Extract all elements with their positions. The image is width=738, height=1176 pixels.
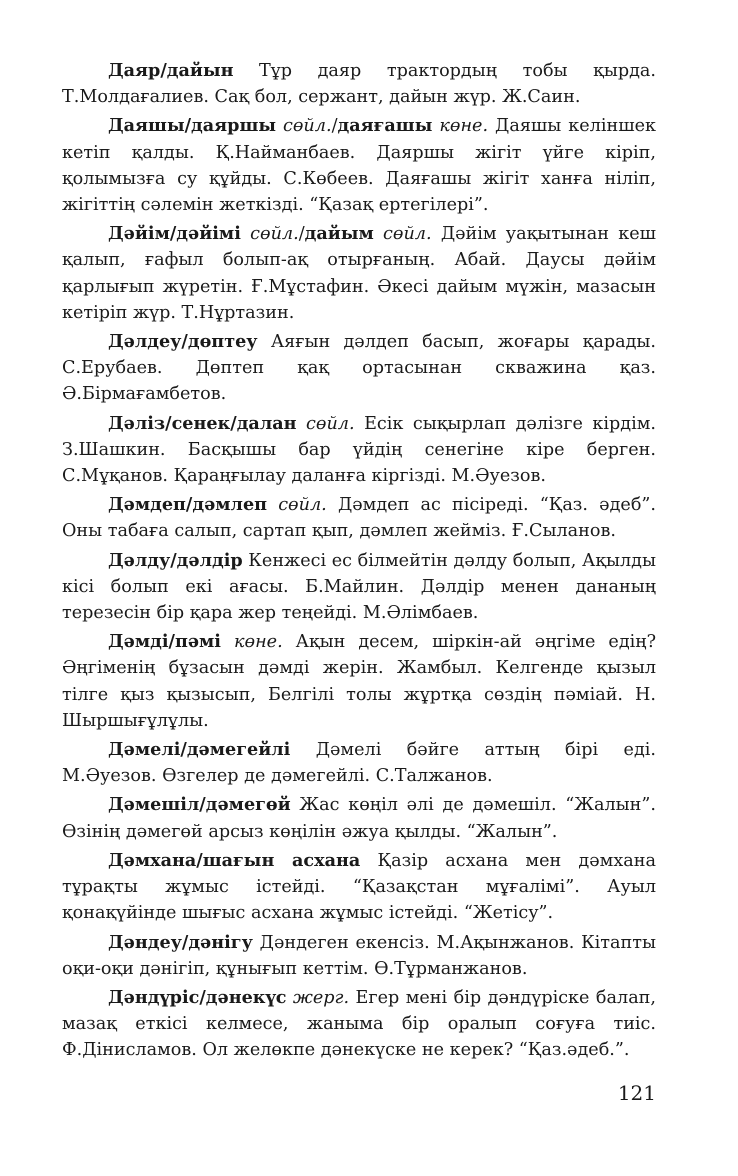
entry-text: Дәйім уақытынан кеш қалып, ғафыл болып-ақ отырғаның. Абай. Даусы дәйім қарлығып жүретін. Ғ.Мұстафин. Әкесі дайым мүжін, мазасын кетіріп жүр. Т.Нұртазин. bbox=[62, 224, 656, 323]
dictionary-entry bbox=[62, 848, 656, 927]
dictionary-entry bbox=[62, 221, 656, 326]
usage-label: сөйл. bbox=[240, 224, 299, 245]
dictionary-entry bbox=[62, 492, 656, 544]
entry-headword: Дәндүріс/дәнекүс bbox=[108, 986, 287, 1008]
entry-text: Тұр даяр трактордың тобы қырда. Т.Молдағалиев. Сақ бол, сержант, дайын жүр. Ж.Саин. bbox=[62, 61, 656, 108]
entry-text: Дәмдеп ас пісіреді. “Қаз. әдеб”. Оны табаға салып, сартап қып, дәмлеп жейміз. Ғ.Сыланов. bbox=[62, 495, 656, 542]
dictionary-page bbox=[62, 58, 656, 1067]
usage-label: сөйл. bbox=[296, 413, 355, 434]
dictionary-entry bbox=[62, 737, 656, 789]
entry-text: Дәмелі бәйге аттың бірі еді. М.Әуезов. Өзгелер де дәмегейлі. С.Талжанов. bbox=[62, 740, 656, 787]
entry-headword: дайым bbox=[304, 223, 374, 245]
entry-headword: Даяшы/даяршы bbox=[108, 115, 276, 137]
entry-headword: Дәмдеп/дәмлеп bbox=[108, 494, 268, 516]
entry-text: Аяғын дәлдеп басып, жоғары қарады. С.Ерубаев. Дөптеп қақ ортасынан скважина қаз. Ә.Бірмағамбетов. bbox=[62, 332, 656, 405]
entry-text: Даяшы келіншек кетіп қалды. Қ.Найманбаев. Даяршы жігіт үйге кіріп, қолымызға су құйды. С.Көбеев. Даяғашы жігіт ханға ніліп, жігіттің сәлемін жеткізді. “Қазақ ертегілері”. bbox=[62, 116, 656, 216]
usage-label: сөйл. bbox=[267, 495, 327, 516]
entry-text: Дәндеген екенсіз. М.Ақынжанов. Кітапты оқи-оқи дәнігіп, құнығып кеттім. Ө.Тұрманжанов. bbox=[62, 932, 656, 979]
dictionary-entry bbox=[62, 930, 656, 982]
page-number: 121 bbox=[617, 1081, 656, 1105]
entry-headword: Дәлду/дәлдір bbox=[108, 549, 243, 571]
entry-text: Жас көңіл әлі де дәмешіл. “Жалын”. Өзінің дәмегөй арсыз көңілін әжуа қылды. “Жалын”. bbox=[62, 795, 656, 842]
entry-list bbox=[62, 58, 656, 1064]
dictionary-entry bbox=[62, 58, 656, 110]
entry-text: Есік сықырлап дәлізге кірдім. З.Шашкин. Басқышы бар үйдің сенегіне кіре берген. С.Мұқанов. Қараңғылау даланға кіргізді. М.Әуезов. bbox=[62, 413, 656, 487]
entry-text: Егер мені бір дәндүріске балап, мазақ еткісі келмесе, жаныма бір оралып соғуға тиіс. Ф.Дінисламов. Ол желөкпе дәнекүске не керек? “Қаз.әдеб.”. bbox=[62, 987, 656, 1061]
entry-headword: Дәмелі/дәмегейлі bbox=[108, 739, 291, 761]
usage-label: көне. bbox=[432, 116, 489, 137]
dictionary-entry bbox=[62, 629, 656, 734]
entry-headword: Дәлдеу/дөптеу bbox=[108, 331, 258, 353]
dictionary-entry bbox=[62, 792, 656, 844]
entry-headword: Дәмешіл/дәмегөй bbox=[108, 794, 291, 816]
dictionary-entry bbox=[62, 985, 656, 1064]
usage-label: сөйл. bbox=[275, 116, 332, 137]
dictionary-entry bbox=[62, 113, 656, 218]
entry-headword: Даяр/дайын bbox=[108, 60, 234, 81]
entry-text: Қазір асхана мен дәмхана тұрақты жұмыс істейді. “Қазақстан мұғалімі”. Ауыл қонақүйінде шығыс асхана жұмыс істейді. “Жетісу”. bbox=[62, 850, 656, 924]
usage-label: сөйл. bbox=[373, 224, 432, 245]
entry-headword: Дәмхана/шағын асхана bbox=[108, 849, 361, 871]
entry-text: / bbox=[331, 116, 338, 137]
entry-headword: Дәндеу/дәнігу bbox=[108, 931, 253, 953]
entry-text: Кенжесі ес білмейтін дәлду болып, Ақылды кісі болып екі ағасы. Б.Майлин. Дәлдір менен дананың терезесін бір қара жер теңейді. М.Әлімбаев. bbox=[62, 550, 656, 624]
entry-text: Ақын десем, шіркін-ай әңгіме едің? Әңгіменің бұзасын дәмді жерін. Жамбыл. Келгенде қызыл тілге қыз қызысып, Белгілі толы жұртқа сөздің пәміай. Н. Шыршығұлұлы. bbox=[62, 632, 656, 731]
entry-headword: Дәліз/сенек/далан bbox=[108, 412, 297, 434]
entry-headword: Дәйім/дәйімі bbox=[108, 223, 241, 245]
entry-headword: даяғашы bbox=[337, 115, 433, 137]
usage-label: жерг. bbox=[286, 987, 350, 1008]
dictionary-entry bbox=[62, 411, 656, 490]
usage-label: көне. bbox=[221, 632, 283, 653]
entry-headword: Дәмді/пәмі bbox=[108, 631, 221, 653]
entry-text: / bbox=[298, 224, 305, 245]
dictionary-entry bbox=[62, 329, 656, 408]
dictionary-entry bbox=[62, 548, 656, 627]
